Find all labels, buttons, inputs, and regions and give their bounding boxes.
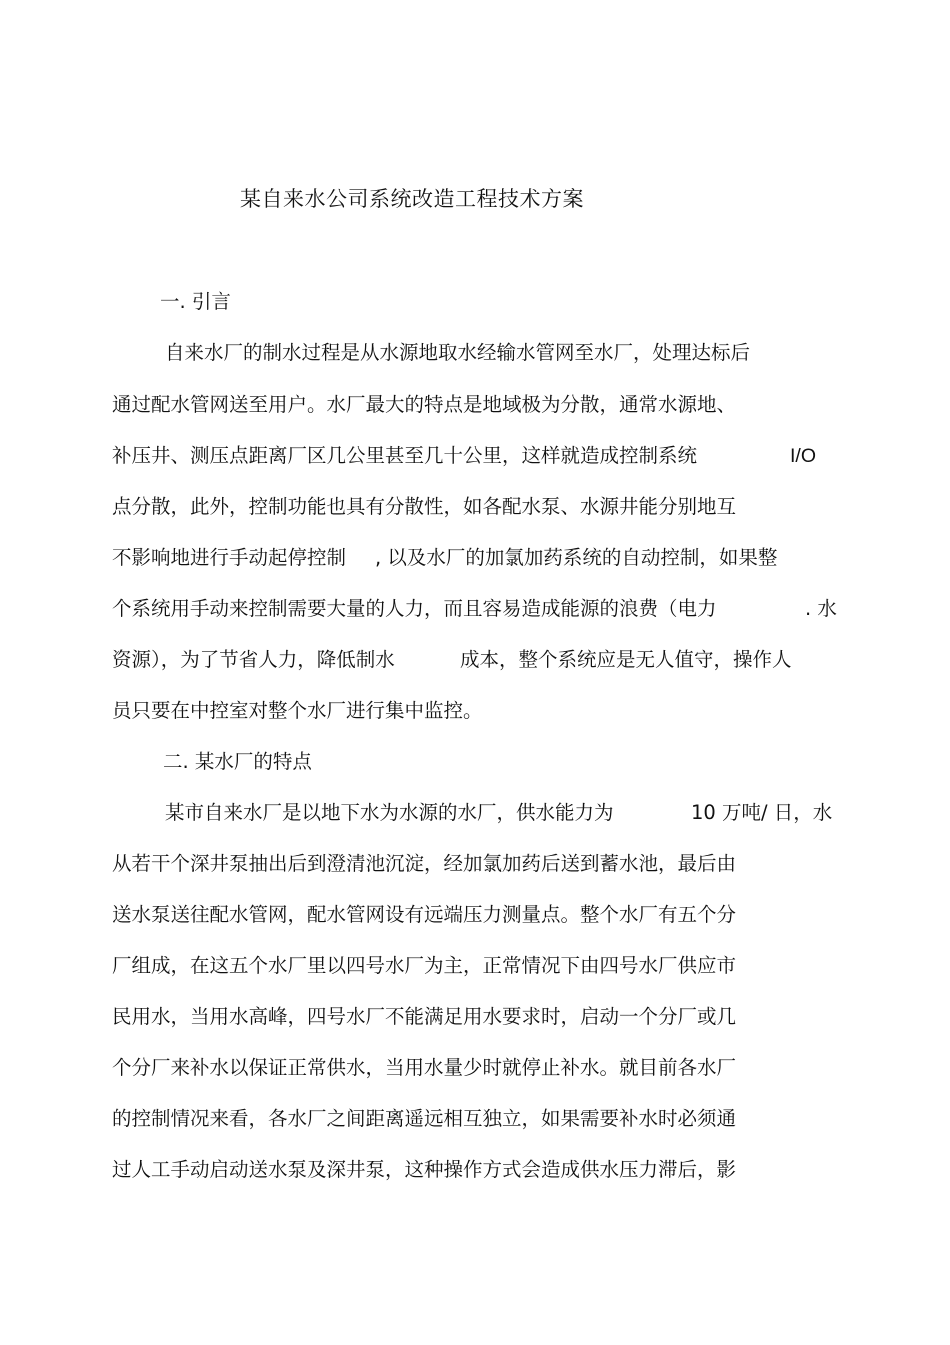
section-heading-features: 二. 某水厂的特点 (163, 750, 312, 773)
paragraph-line-text: , 以及水厂的加氯加药系统的自动控制，如果整 (375, 546, 778, 569)
paragraph-line-text: 某市自来水厂是以地下水为水源的水厂，供水能力为 (165, 801, 614, 824)
paragraph-line-text: 个系统用手动来控制需要大量的人力，而且容易造成能源的浪费（电力 (112, 597, 717, 620)
paragraph-line-text: 不影响地进行手动起停控制 (112, 546, 347, 569)
paragraph-line: 个分厂来补水以保证正常供水，当用水量少时就停止补水。就目前各水厂 (112, 1056, 737, 1079)
paragraph-line: 通过配水管网送至用户。水厂最大的特点是地域极为分散，通常水源地、 (112, 393, 737, 416)
paragraph-line-text: 资源），为了节省人力，降低制水 (112, 648, 395, 671)
paragraph-line: 的控制情况来看，各水厂之间距离遥远相互独立，如果需要补水时必须通 (112, 1107, 737, 1130)
paragraph-line: 员只要在中控室对整个水厂进行集中监控。 (112, 699, 483, 722)
section-heading-introduction: 一. 引言 (160, 290, 231, 313)
paragraph-line: 自来水厂的制水过程是从水源地取水经输水管网至水厂，处理达标后 (165, 341, 751, 364)
paragraph-line-text: 成本，整个系统应是无人值守，操作人 (460, 648, 792, 671)
paragraph-line (112, 543, 832, 573)
paragraph-line (165, 798, 845, 828)
paragraph-line (112, 441, 832, 471)
paragraph-line (112, 645, 832, 675)
paragraph-line-text: 补压井、测压点距离厂区几公里甚至几十公里，这样就造成控制系统 (112, 444, 698, 467)
paragraph-line-text: . 水 (805, 597, 837, 620)
paragraph-line: 民用水，当用水高峰，四号水厂不能满足用水要求时，启动一个分厂或几 (112, 1005, 737, 1028)
paragraph-line: 从若干个深井泵抽出后到澄清池沉淀，经加氯加药后送到蓄水池，最后由 (112, 852, 737, 875)
paragraph-line (112, 594, 842, 624)
paragraph-line: 送水泵送往配水管网，配水管网设有远端压力测量点。整个水厂有五个分 (112, 903, 737, 926)
io-term: I/O (790, 445, 817, 467)
paragraph-line: 点分散，此外，控制功能也具有分散性，如各配水泵、水源井能分别地互 (112, 495, 737, 518)
paragraph-line: 过人工手动启动送水泵及深井泵，这种操作方式会造成供水压力滞后，影 (112, 1158, 737, 1181)
document-title: 某自来水公司系统改造工程技术方案 (240, 187, 584, 211)
capacity-text: 10 万吨/ 日，水 (691, 801, 833, 824)
paragraph-line: 厂组成，在这五个水厂里以四号水厂为主，正常情况下由四号水厂供应市 (112, 954, 737, 977)
